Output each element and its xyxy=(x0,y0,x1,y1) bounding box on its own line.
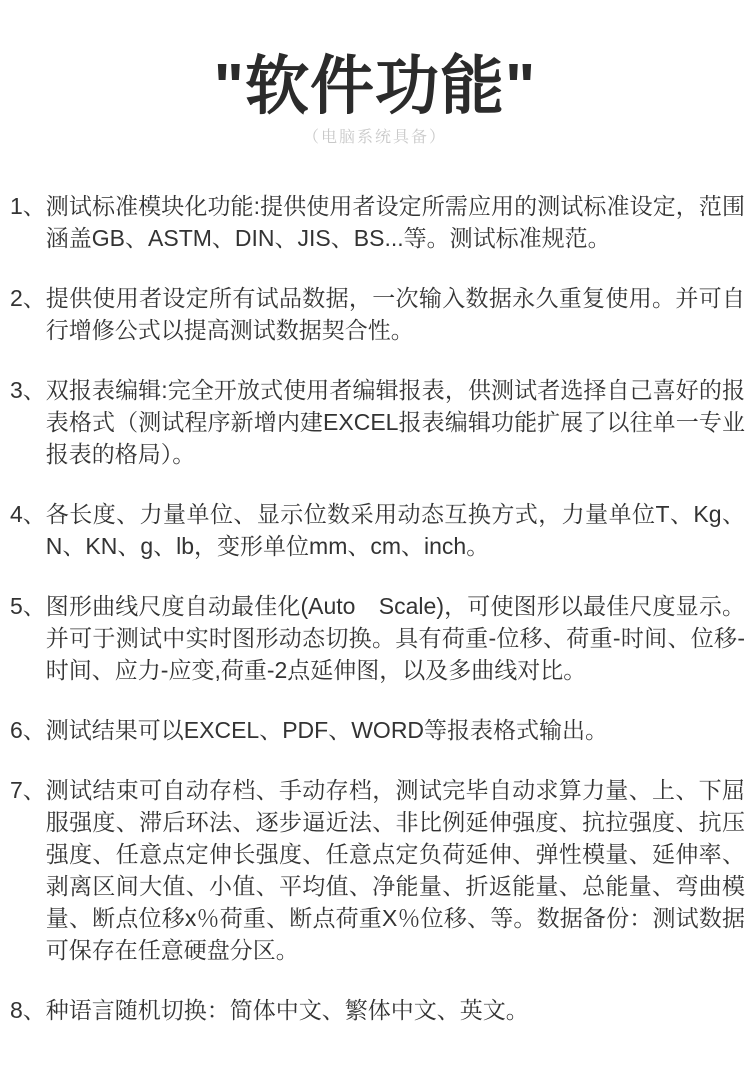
page-subtitle: （电脑系统具备） xyxy=(302,129,447,146)
feature-item xyxy=(10,282,745,346)
feature-item xyxy=(10,714,745,746)
feature-text: 图形曲线尺度自动最佳化(Auto Scale)，可使图形以最佳尺度显示。并可于测试中实时图形动态切换。具有荷重-位移、荷重-时间、位移-时间、应力-应变,荷重-2点延伸图，以及多曲线对比。 xyxy=(45,593,745,683)
feature-item xyxy=(10,498,745,562)
feature-item xyxy=(10,774,745,966)
feature-number: 8、 xyxy=(10,997,46,1023)
feature-number: 7、 xyxy=(10,777,46,803)
feature-text: 测试标准模块化功能:提供使用者设定所需应用的测试标准设定，范围涵盖GB、ASTM、DIN、JIS、BS...等。测试标准规范。 xyxy=(45,193,745,251)
feature-text: 提供使用者设定所有试品数据，一次输入数据永久重复使用。并可自行增修公式以提高测试数据契合性。 xyxy=(45,285,745,343)
feature-text: 各长度、力量单位、显示位数采用动态互换方式，力量单位T、Kg、N、KN、g、lb，变形单位mm、cm、inch。 xyxy=(45,501,745,559)
feature-text: 双报表编辑:完全开放式使用者编辑报表，供测试者选择自己喜好的报表格式（测试程序新增内建EXCEL报表编辑功能扩展了以往单一专业报表的格局）。 xyxy=(45,377,745,467)
feature-text: 测试结果可以EXCEL、PDF、WORD等报表格式输出。 xyxy=(45,717,609,743)
feature-number: 1、 xyxy=(10,193,46,219)
feature-text: 测试结束可自动存档、手动存档，测试完毕自动求算力量、上、下屈服强度、滞后环法、逐步逼近法、非比例延伸强度、抗拉强度、抗压强度、任意点定伸长强度、任意点定负荷延伸、弹性模量、延伸率、剥离区间大值、小值、平均值、净能量、折返能量、总能量、弯曲模量、断点位移x％荷重、断点荷重X％位移、等。数据备份：测试数据可保存在任意硬盘分区。 xyxy=(45,777,745,963)
feature-list xyxy=(0,190,750,1026)
feature-item xyxy=(10,190,745,254)
feature-item xyxy=(10,590,745,686)
feature-item xyxy=(10,994,745,1026)
feature-number: 5、 xyxy=(10,593,46,619)
feature-number: 2、 xyxy=(10,285,46,311)
feature-number: 6、 xyxy=(10,717,46,743)
page-title: "软件功能" xyxy=(213,50,537,122)
feature-item xyxy=(10,374,745,470)
feature-text: 种语言随机切换：简体中文、繁体中文、英文。 xyxy=(45,997,529,1023)
feature-number: 4、 xyxy=(10,501,46,527)
feature-number: 3、 xyxy=(10,377,46,403)
